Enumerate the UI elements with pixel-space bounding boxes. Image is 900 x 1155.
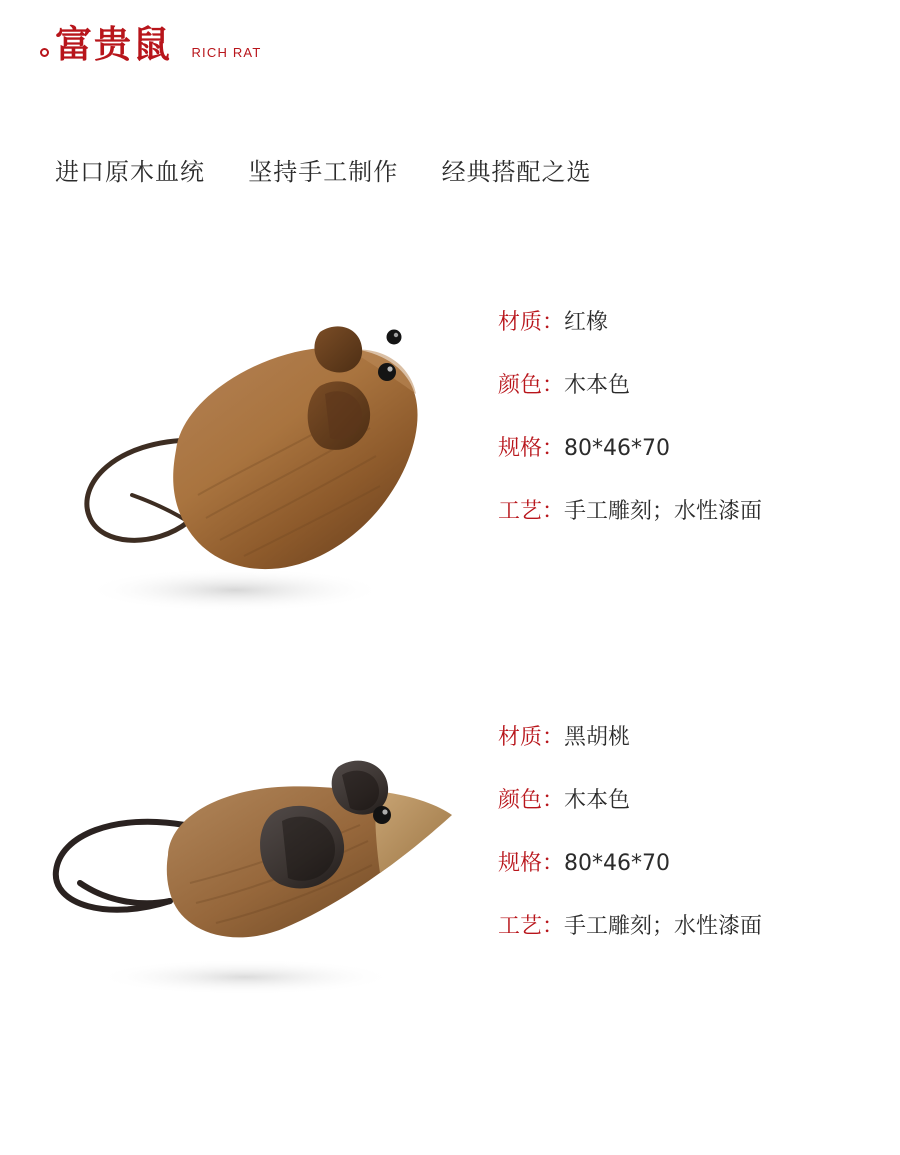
spec-value-color: 木本色 xyxy=(564,373,631,398)
product-block-black-walnut xyxy=(0,705,900,1065)
page-subtitle-en: RICH RAT xyxy=(191,45,262,60)
spec-label-material: 材质： xyxy=(498,725,565,750)
tagline-part-2: 坚持手工制作 xyxy=(248,158,399,186)
spec-row-size xyxy=(498,438,878,460)
spec-value-craft: 手工雕刻；水性漆面 xyxy=(564,499,763,524)
product-block-red-oak xyxy=(0,290,900,670)
page-title: 富贵鼠 xyxy=(55,23,172,66)
spec-row-craft xyxy=(498,501,878,523)
spec-row-craft xyxy=(498,916,878,938)
tagline-part-1: 进口原木血统 xyxy=(55,158,205,186)
spec-row-material xyxy=(498,727,878,749)
tagline xyxy=(55,152,592,187)
spec-list-red-oak xyxy=(498,312,878,564)
spec-value-material: 红橡 xyxy=(564,310,609,335)
spec-label-size: 规格： xyxy=(498,436,565,461)
spec-row-size xyxy=(498,853,878,875)
title-row xyxy=(40,24,860,67)
circle-bullet-icon xyxy=(40,48,49,57)
spec-value-material: 黑胡桃 xyxy=(564,725,631,750)
spec-value-color: 木本色 xyxy=(564,788,631,813)
spec-row-color xyxy=(498,790,878,812)
spec-label-size: 规格： xyxy=(498,851,565,876)
product-image-black-walnut xyxy=(20,705,480,1045)
spec-label-color: 颜色： xyxy=(498,788,565,813)
spec-value-size: 80*46*70 xyxy=(564,851,670,876)
spec-label-craft: 工艺： xyxy=(498,914,565,939)
spec-row-color xyxy=(498,375,878,397)
spec-list-black-walnut xyxy=(498,727,878,979)
tagline-part-3: 经典搭配之选 xyxy=(441,158,592,186)
spec-value-craft: 手工雕刻；水性漆面 xyxy=(564,914,763,939)
spec-value-size: 80*46*70 xyxy=(564,436,670,461)
spec-label-color: 颜色： xyxy=(498,373,565,398)
product-image-red-oak xyxy=(20,290,480,630)
spec-label-material: 材质： xyxy=(498,310,565,335)
spec-row-material xyxy=(498,312,878,334)
spec-label-craft: 工艺： xyxy=(498,499,565,524)
page-header xyxy=(40,24,860,67)
